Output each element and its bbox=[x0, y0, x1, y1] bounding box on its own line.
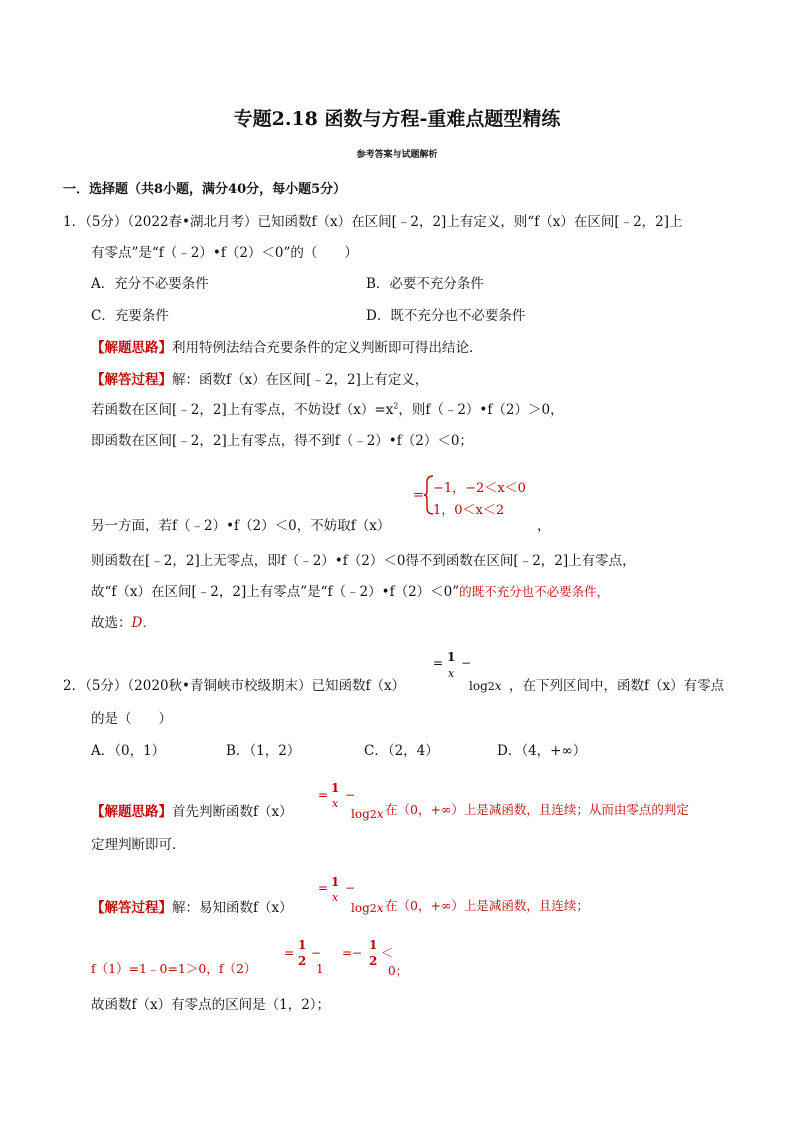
q1-proc-text-1: 解：函数f（x）在区间[﹣2，2]上有定义， bbox=[172, 372, 429, 388]
q2-log-text: log bbox=[469, 679, 488, 693]
q2-stem-frac-den: x bbox=[448, 667, 455, 680]
q1-proc-2a: 若函数在区间[﹣2，2]上有零点，不妨设f（x）=x bbox=[91, 402, 394, 418]
q2-proc-2-zero: 0； bbox=[388, 964, 408, 978]
q2-idea bbox=[91, 800, 293, 820]
q1-option-a: A．充分不必要条件 bbox=[91, 276, 209, 292]
q2-idea-minus: − bbox=[345, 788, 356, 802]
q2-proc-minus: − bbox=[345, 881, 356, 895]
q1-proc-6a: 故“f（x）在区间[﹣2，2]上有零点”是“f（﹣2）•f（2）＜0” bbox=[91, 584, 460, 600]
q2-proc-1a: 解：易知函数f（x） bbox=[172, 900, 293, 916]
q2-proc-2-minus: − bbox=[311, 946, 322, 960]
q2-proc-2-lt: ＜ bbox=[381, 946, 394, 960]
q2-proc-2-neg-half-num: 1 bbox=[369, 938, 378, 952]
q2-proc-1b: 在（0，+∞）上是减函数，且连续； bbox=[385, 898, 589, 913]
q1-process-line3: 即函数在区间[﹣2，2]上有零点，得不到f（﹣2）•f（2）＜0； bbox=[91, 433, 473, 449]
q1-piece-case2: 1，0＜x＜2 bbox=[433, 503, 505, 518]
q1-option-d: D．既不充分也不必要条件 bbox=[366, 308, 526, 324]
q2-proc-log bbox=[351, 901, 384, 915]
q2-proc-2-half-num: 1 bbox=[298, 938, 307, 952]
q1-idea-tag: 【解题思路】 bbox=[91, 340, 172, 356]
q2-idea-log-x: x bbox=[376, 807, 384, 821]
q2-idea-eq: = bbox=[318, 788, 329, 802]
q2-proc-eq: = bbox=[318, 881, 329, 895]
q1-idea-text: 利用特例法结合充要条件的定义判断即可得出结论． bbox=[172, 340, 483, 356]
q2-process-line1 bbox=[91, 896, 293, 916]
q1-option-c: C．充要条件 bbox=[91, 308, 169, 324]
page-title: 专题2.18 函数与方程-重难点题型精练 bbox=[233, 108, 561, 130]
q2-proc-2-half-den: 2 bbox=[298, 954, 307, 968]
q2-stem-line2: 的是（ ） bbox=[91, 711, 172, 727]
q2-idea-text-c: 定理判断即可． bbox=[91, 837, 186, 853]
q2-stem-log bbox=[469, 679, 502, 693]
q2-proc-2-one: 1 bbox=[316, 962, 324, 976]
q2-stem-eq: = bbox=[433, 656, 444, 670]
q2-proc-2-neg-half-den: 2 bbox=[369, 954, 378, 968]
q2-proc-log-text: log bbox=[351, 901, 370, 915]
q2-option-d: D．（4，+∞） bbox=[497, 743, 587, 759]
q1-proc-6b: 的既不充分也不必要条件， bbox=[459, 584, 610, 599]
q2-proc-tag: 【解答过程】 bbox=[91, 900, 172, 916]
section-heading: 一．选择题（共8小题，满分40分，每小题5分） bbox=[63, 182, 347, 197]
q2-process-line3: 故函数f（x）有零点的区间是（1，2）； bbox=[91, 997, 331, 1013]
q2-idea-frac-den: x bbox=[332, 797, 339, 810]
q2-stem-frac-num: 1 bbox=[447, 650, 456, 664]
q1-process-line5: 则函数在[﹣2，2]上无零点，即f（﹣2）•f（2）＜0得不到函数在区间[﹣2，2]上有零点， bbox=[91, 553, 636, 569]
q2-idea-log-text: log bbox=[351, 807, 370, 821]
q1-process-line2 bbox=[91, 398, 564, 418]
q1-process-line6 bbox=[91, 580, 609, 600]
q2-stem-line1a: 2．（5分）（2020秋•青铜峡市校级期末）已知函数f（x） bbox=[63, 678, 406, 694]
q1-idea bbox=[91, 336, 483, 356]
q1-proc-2-sup: 2 bbox=[393, 401, 399, 411]
q2-option-b: B．（1，2） bbox=[226, 743, 301, 759]
q2-log-sub: 2 bbox=[487, 680, 495, 693]
q1-process-line4-end: ， bbox=[537, 518, 551, 534]
page-subtitle: 参考答案与试题解析 bbox=[356, 150, 438, 160]
q2-idea-tag: 【解题思路】 bbox=[91, 804, 172, 820]
q2-stem-minus: − bbox=[461, 656, 472, 670]
q1-piece-case1: −1，−2＜x＜0 bbox=[433, 481, 526, 496]
q2-stem-line1b: ，在下列区间中，函数f（x）有零点 bbox=[509, 678, 725, 694]
q1-proc-tag: 【解答过程】 bbox=[91, 372, 172, 388]
q2-idea-text-b: 在（0，+∞）上是减函数，且连续；从而由零点的判定 bbox=[385, 802, 689, 817]
q2-proc-frac-den: x bbox=[332, 891, 339, 904]
q1-stem-line2: 有零点”是“f（﹣2）•f（2）＜0”的（ ） bbox=[91, 245, 358, 261]
q2-proc-log-sub: 2 bbox=[369, 902, 377, 915]
q1-piece-eq: = bbox=[413, 488, 424, 503]
q2-proc-2-eq: = bbox=[284, 946, 295, 960]
q1-option-b: B．必要不充分条件 bbox=[366, 276, 484, 292]
q2-idea-log bbox=[351, 807, 384, 821]
q2-proc-2a: f（1）=1﹣0=1＞0，f（2） bbox=[91, 961, 257, 976]
q2-log-x: x bbox=[494, 679, 502, 693]
q1-process-line4: 另一方面，若f（﹣2）•f（2）＜0，不妨取f（x） bbox=[91, 518, 391, 534]
q2-idea-text-b-wrap bbox=[385, 800, 689, 818]
q1-process-line7 bbox=[91, 611, 156, 631]
q1-process-line1 bbox=[91, 368, 428, 388]
q2-proc-frac-num: 1 bbox=[331, 875, 340, 889]
q2-option-a: A．（0，1） bbox=[91, 743, 166, 759]
q1-proc-7b: D． bbox=[131, 615, 156, 631]
q1-stem-line1: 1．（5分）（2022春•湖北月考）已知函数f（x）在区间[﹣2，2]上有定义，则“f（x）在区间[﹣2，2]上 bbox=[63, 214, 683, 230]
q2-option-c: C．（2，4） bbox=[364, 743, 439, 759]
q1-proc-7a: 故选： bbox=[91, 615, 132, 631]
q2-idea-text-a: 首先判断函数f（x） bbox=[172, 804, 293, 820]
q1-proc-2b: ，则f（﹣2）•f（2）＞0， bbox=[398, 402, 564, 418]
q2-idea-log-sub: 2 bbox=[369, 808, 377, 821]
q2-proc-2-eq2: =− bbox=[342, 946, 363, 960]
q2-proc-log-x: x bbox=[376, 901, 384, 915]
q2-idea-frac-num: 1 bbox=[331, 781, 340, 795]
